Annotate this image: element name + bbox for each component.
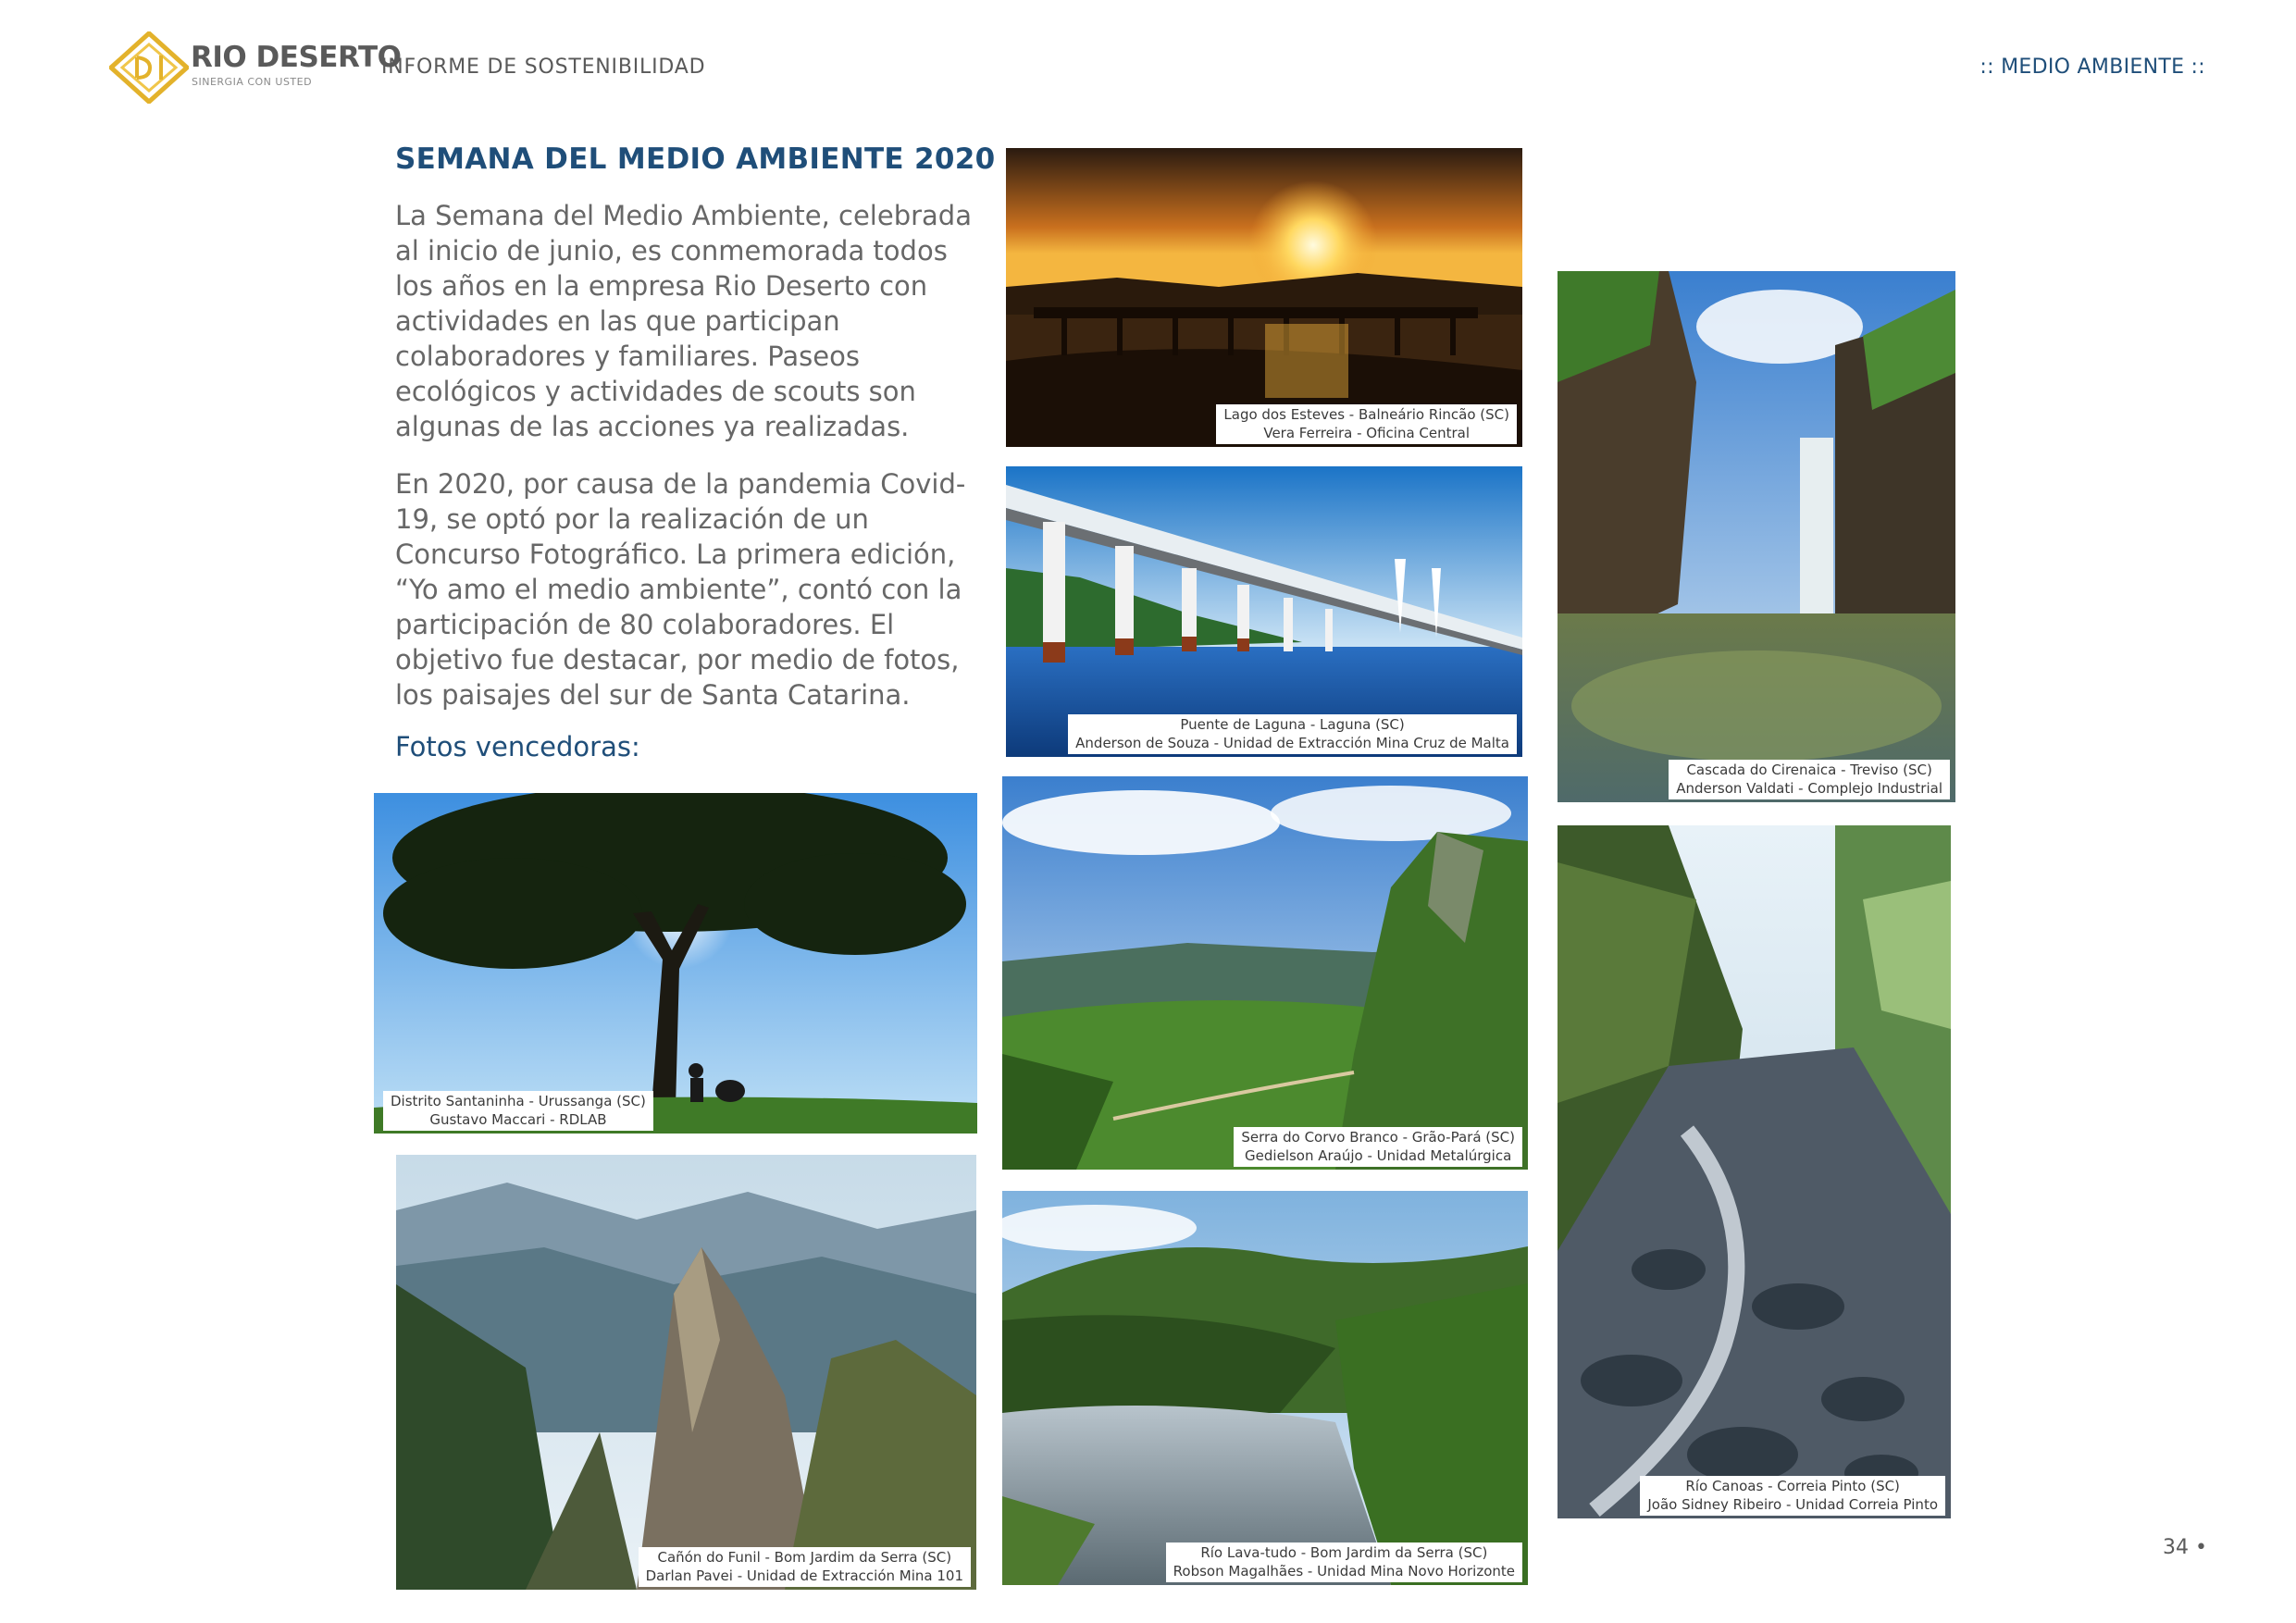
photo-caption-place: Puente de Laguna - Laguna (SC): [1180, 716, 1405, 733]
photo-cirenaica-waterfall: [1558, 271, 1955, 802]
winners-label: Fotos vencedoras:: [395, 731, 640, 762]
photo-caption-place: Serra do Corvo Branco - Grão-Pará (SC): [1241, 1129, 1515, 1146]
santaninha-tree-image: [374, 793, 977, 1134]
cirenaica-waterfall-image: [1558, 271, 1955, 802]
photo-sunset-lake: [1006, 148, 1522, 447]
photo-caption-author: Darlan Pavei - Unidad de Extracción Mina 101: [645, 1567, 963, 1584]
photo-caption-author: Gedielson Araújo - Unidad Metalúrgica: [1245, 1147, 1512, 1164]
photo-corvo-branco-valley: [1002, 776, 1528, 1170]
photo-caption-author: Robson Magalhães - Unidad Mina Novo Horizonte: [1173, 1563, 1515, 1580]
corvo-branco-valley-image: [1002, 776, 1528, 1170]
photo-laguna-bridge: [1006, 466, 1522, 757]
photo-santaninha-tree: [374, 793, 977, 1134]
photo-caption-place: Río Lava-tudo - Bom Jardim da Serra (SC): [1200, 1544, 1488, 1561]
photo-canoas-river: [1558, 825, 1951, 1518]
rio-deserto-logo-icon: [109, 31, 189, 104]
photo-caption-place: Distrito Santaninha - Urussanga (SC): [391, 1093, 646, 1109]
article-heading: SEMANA DEL MEDIO AMBIENTE 2020: [395, 142, 996, 176]
funil-canyon-image: [396, 1155, 976, 1590]
photo-caption-author: Anderson Valdati - Complejo Industrial: [1676, 780, 1942, 797]
photo-funil-canyon: [396, 1155, 976, 1590]
section-label: :: MEDIO AMBIENTE ::: [1980, 56, 2205, 79]
photo-lava-tudo-river: [1002, 1191, 1528, 1585]
photo-caption-author: João Sidney Ribeiro - Unidad Correia Pinto: [1647, 1496, 1938, 1513]
report-title: INFORME DE SOSTENIBILIDAD: [381, 56, 706, 79]
brand-name: RIO DESERTO: [191, 41, 402, 74]
photo-caption-author: Anderson de Souza - Unidad de Extracción Mina Cruz de Malta: [1075, 735, 1509, 751]
page-number: 34 •: [2163, 1536, 2207, 1559]
lava-tudo-river-image: [1002, 1191, 1528, 1585]
photo-caption-author: Vera Ferreira - Oficina Central: [1263, 425, 1471, 441]
article-paragraph: La Semana del Medio Ambiente, celebrada al inicio de junio, es conmemorada todos los años en la empresa Rio Deserto con actividades en las que participan colaboradores y familiares. Paseos ecológicos y actividades de scouts son algunas de las acciones ya realizadas.: [395, 200, 972, 442]
photo-caption-place: Río Canoas - Correia Pinto (SC): [1685, 1478, 1900, 1494]
canoas-river-image: [1558, 825, 1951, 1518]
photo-caption-place: Cañón do Funil - Bom Jardim da Serra (SC): [657, 1549, 952, 1566]
article-paragraph: En 2020, por causa de la pandemia Covid-19, se optó por la realización de un Concurso Fotográfico. La primera edición, “Yo amo el medio ambiente”, contó con la participación de 80 colaboradores. El objetivo fue destacar, por medio de fotos, los paisajes del sur de Santa Catarina.: [395, 468, 966, 711]
laguna-bridge-image: [1006, 466, 1522, 757]
brand-tagline: SINERGIA CON USTED: [192, 76, 313, 88]
sunset-lake-image: [1006, 148, 1522, 447]
photo-caption-place: Lago dos Esteves - Balneário Rincão (SC): [1223, 406, 1509, 423]
photo-caption-place: Cascada do Cirenaica - Treviso (SC): [1686, 762, 1932, 778]
photo-caption-author: Gustavo Maccari - RDLAB: [429, 1111, 607, 1128]
